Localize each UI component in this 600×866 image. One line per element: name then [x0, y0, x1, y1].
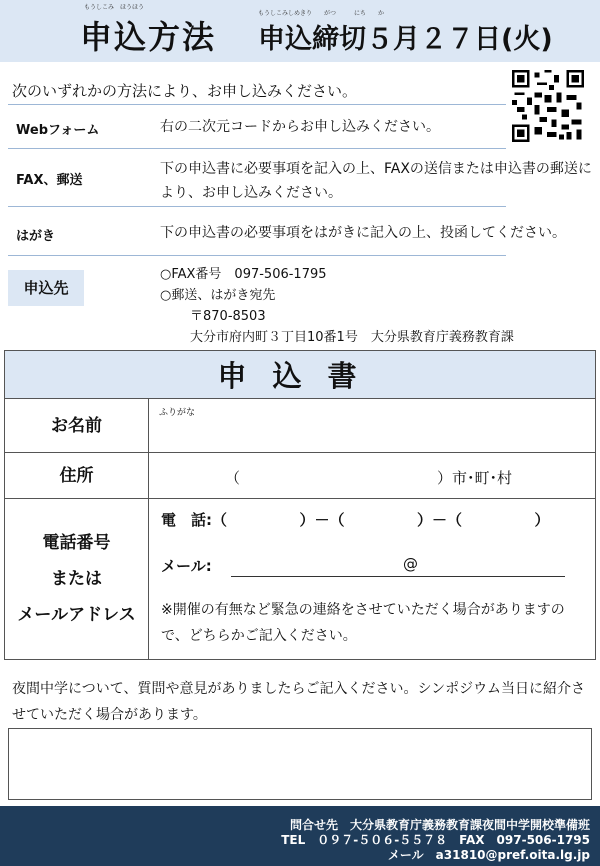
method-postcard-row — [8, 206, 566, 256]
name-furigana: ふりがな — [159, 408, 196, 418]
mail-line — [161, 555, 212, 576]
footer — [0, 806, 600, 866]
address-open: （ — [225, 469, 241, 487]
method-web-label: Webフォーム — [16, 123, 100, 138]
phone-line — [161, 509, 549, 530]
contact-label — [5, 499, 149, 659]
method-postcard-label: はがき — [16, 229, 56, 244]
method-fax-row — [8, 148, 592, 206]
deadline-ruby: もうしこみしめきり がつ にち か — [258, 10, 385, 17]
destination-address: 大分市府内町３丁目10番1号 大分県教育庁義務教育課 — [190, 330, 514, 345]
page-title: 申込方法 — [80, 18, 217, 56]
mail-field[interactable] — [231, 555, 565, 577]
form-row-contact — [5, 499, 595, 659]
phone-close: ） — [534, 511, 550, 529]
contact-label-or: または — [51, 569, 102, 589]
mail-at: @ — [403, 555, 418, 573]
header — [0, 0, 600, 62]
address-field[interactable] — [240, 461, 430, 491]
deadline: 申込締切５月２７日(火) — [258, 24, 553, 55]
method-fax-label: FAX、郵送 — [16, 173, 83, 188]
form-title: 申込書 — [5, 351, 595, 399]
contact-note: ※開催の有無など緊急の連絡をさせていただく場合がありますので、どちらかご記入ください。 — [161, 602, 565, 644]
method-web-desc: 右の二次元コードからお申し込みください。 — [160, 119, 440, 135]
name-label: お名前 — [5, 399, 149, 452]
name-field[interactable] — [150, 399, 595, 453]
mail-label: メール: — [161, 557, 212, 575]
method-web-row — [8, 104, 506, 148]
destination-zip: 〒870-8503 — [190, 309, 266, 324]
phone-label: 電 話:（ — [161, 511, 227, 529]
destination-info — [160, 264, 514, 348]
form-row-address — [5, 453, 595, 499]
intro-text: 次のいずれかの方法により、お申し込みください。 — [12, 82, 358, 100]
address-label: 住所 — [5, 453, 149, 498]
address-suffix: ）市･町･村 — [437, 469, 513, 487]
footer-tel-fax: TEL ０９７-５０６-５５７８ FAX 097-506-1795 — [281, 833, 590, 847]
title-ruby: もうしこみ ほうほう — [84, 4, 145, 11]
destination-fax: ○FAX番号 097-506-1795 — [160, 267, 327, 282]
comment-field[interactable] — [8, 728, 592, 800]
phone-sep-1: ）－（ — [299, 511, 345, 529]
form-row-name — [5, 399, 595, 453]
destination-post: ○郵送、はがき宛先 — [160, 288, 276, 303]
contact-label-mail: メールアドレス — [17, 605, 136, 625]
phone-sep-2: ）－（ — [416, 511, 462, 529]
footer-mail: メール a31810@pref.oita.lg.jp — [387, 848, 590, 862]
application-form — [4, 350, 596, 660]
comment-instructions: 夜間中学について、質問や意見がありましたらご記入ください。シンポジウム当日に紹介させていただく場合があります。 — [12, 681, 585, 723]
method-fax-desc: 下の申込書に必要事項を記入の上、FAXの送信または申込書の郵送により、お申し込みください。 — [160, 161, 592, 201]
destination-label: 申込先 — [8, 270, 84, 306]
method-postcard-desc: 下の申込書の必要事項をはがきに記入の上、投函してください。 — [160, 225, 566, 241]
footer-contact: 問合せ先 大分県教育庁義務教育課夜間中学開校準備班 — [289, 818, 590, 832]
contact-label-phone: 電話番号 — [42, 533, 111, 553]
